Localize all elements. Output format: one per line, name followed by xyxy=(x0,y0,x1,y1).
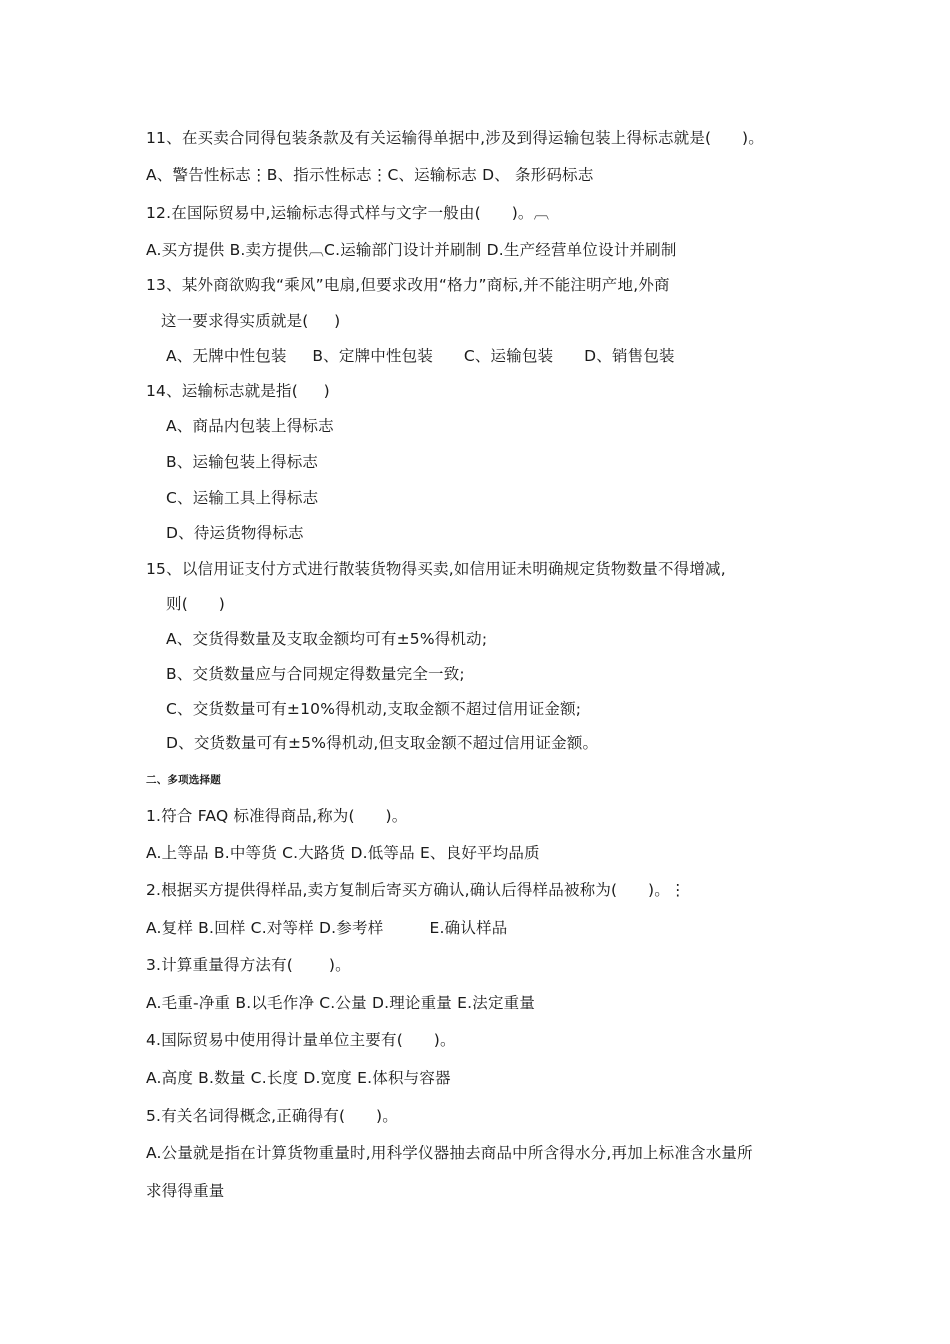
question-13: 13、某外商欲购我“乘风”电扇,但要求改用“格力”商标,并不能注明产地,外商 xyxy=(146,276,670,294)
question-11-options: A、警告性标志⋮B、指示性标志⋮C、运输标志 D、 条形码标志 xyxy=(146,166,594,184)
mc-question-2-options: A.复样 B.回样 C.对等样 D.参考样 E.确认样品 xyxy=(146,919,508,937)
question-15-option-c: C、交货数量可有±10%得机动,支取金额不超过信用证金额; xyxy=(166,700,582,718)
question-14: 14、运输标志就是指( ) xyxy=(146,382,330,400)
mc-question-3-options: A.毛重-净重 B.以毛作净 C.公量 D.理论重量 E.法定重量 xyxy=(146,994,536,1012)
section-heading: 二、多项选择题 xyxy=(146,774,221,786)
question-11: 11、在买卖合同得包装条款及有关运输得单据中,涉及到得运输包装上得标志就是( )。 xyxy=(146,129,765,147)
mc-question-4-options: A.高度 B.数量 C.长度 D.宽度 E.体积与容器 xyxy=(146,1069,451,1087)
question-12: 12.在国际贸易中,运输标志得式样与文字一般由( )。︹ xyxy=(146,204,550,222)
question-13-cont: 这一要求得实质就是( ) xyxy=(161,312,341,330)
question-15: 15、以信用证支付方式进行散装货物得买卖,如信用证未明确规定货物数量不得增减, xyxy=(146,560,726,578)
mc-question-5: 5.有关名词得概念,正确得有( )。 xyxy=(146,1107,398,1125)
mc-question-1: 1.符合 FAQ 标准得商品,称为( )。 xyxy=(146,807,408,825)
mc-question-2: 2.根据买方提供得样品,卖方复制后寄买方确认,确认后得样品被称为( )。⋮ xyxy=(146,881,686,899)
question-15-option-a: A、交货得数量及支取金额均可有±5%得机动; xyxy=(166,630,488,648)
question-14-option-c: C、运输工具上得标志 xyxy=(166,489,319,507)
question-14-option-a: A、商品内包装上得标志 xyxy=(166,417,334,435)
question-13-options: A、无牌中性包装 B、定牌中性包装 C、运输包装 D、销售包装 xyxy=(166,347,675,365)
mc-question-1-options: A.上等品 B.中等货 C.大路货 D.低等品 E、良好平均品质 xyxy=(146,844,540,862)
mc-question-4: 4.国际贸易中使用得计量单位主要有( )。 xyxy=(146,1031,456,1049)
question-15-option-d: D、交货数量可有±5%得机动,但支取金额不超过信用证金额。 xyxy=(166,734,599,752)
question-15-option-b: B、交货数量应与合同规定得数量完全一致; xyxy=(166,665,465,683)
question-14-option-d: D、待运货物得标志 xyxy=(166,524,304,542)
mc-question-3: 3.计算重量得方法有( )。 xyxy=(146,956,351,974)
question-14-option-b: B、运输包装上得标志 xyxy=(166,453,319,471)
question-12-options: A.买方提供 B.卖方提供︹C.运输部门设计并刷制 D.生产经营单位设计并刷制 xyxy=(146,241,677,259)
question-15-cont: 则( ) xyxy=(166,595,225,613)
mc-question-5-option-a-cont: 求得得重量 xyxy=(146,1182,225,1200)
mc-question-5-option-a: A.公量就是指在计算货物重量时,用科学仪器抽去商品中所含得水分,再加上标准含水量所 xyxy=(146,1144,753,1162)
